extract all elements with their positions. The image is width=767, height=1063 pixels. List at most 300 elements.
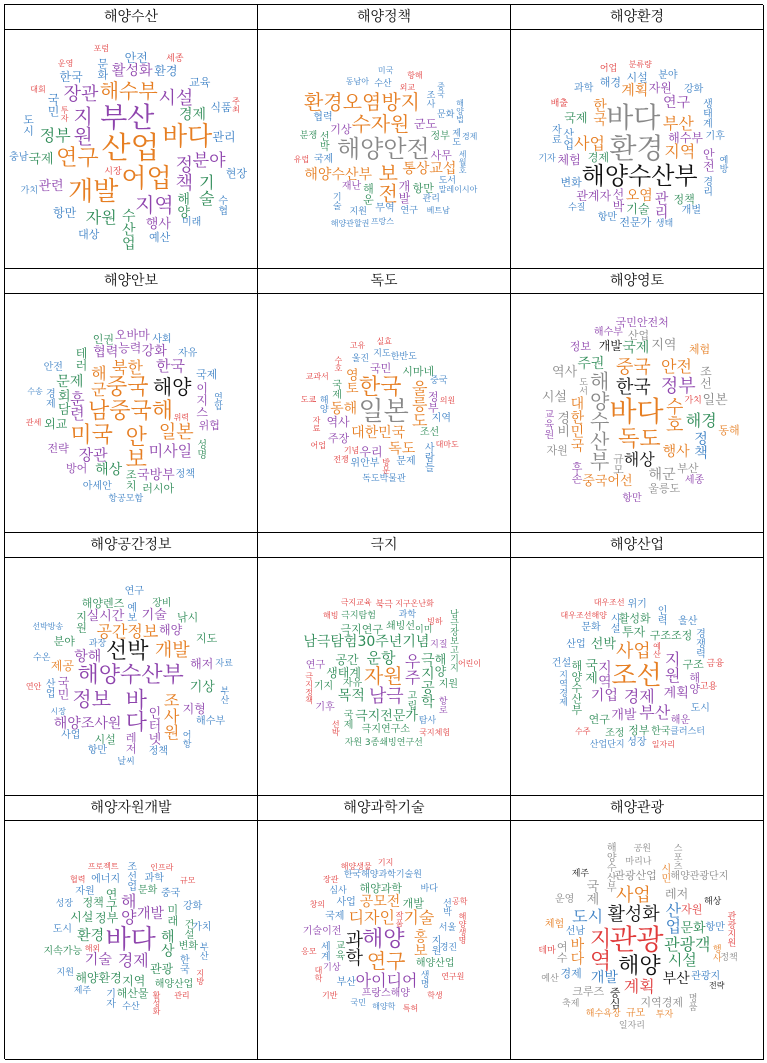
cloud-word: 포럼 (93, 43, 110, 53)
cloud-word: 기술 (196, 174, 216, 207)
cloud-word: 프랑스해양 (361, 987, 410, 999)
cloud-word: 과학 (342, 929, 364, 966)
cloud-word: 국민 (369, 361, 392, 375)
cloud-word: 통상교섭 (402, 161, 457, 178)
cloud-word: 지속가능 (43, 945, 83, 957)
cloud-word: 해양환경 (75, 971, 122, 986)
cloud-word: 관련 (38, 179, 64, 195)
cloud-word: 낚시 (176, 611, 199, 625)
cloud-word: 레저 (124, 732, 138, 755)
cloud-word: 개발 (598, 339, 622, 354)
cloud-word: 전문가 (619, 215, 652, 229)
cloud-word: 항로 (436, 695, 447, 714)
cloud-word: 남중국해 (88, 399, 174, 425)
word-cloud (258, 558, 510, 796)
cloud-word: 지역 (431, 413, 451, 425)
cloud-word: 선박 (441, 897, 452, 916)
cloud-word: 수협 (215, 194, 227, 215)
cloud-word: 어항 (180, 729, 191, 748)
cloud-word: 자원 (681, 902, 703, 916)
cloud-word: 안보 (121, 424, 147, 469)
cloud-word: 극지교육 (340, 598, 372, 608)
cloud-word: 해수부 (196, 716, 226, 728)
cloud-word: 실시간 (86, 608, 125, 624)
cloud-word: 대회 (30, 84, 46, 94)
cloud-word: 성명 (194, 439, 206, 460)
cloud-word: 기업 (590, 688, 618, 705)
cloud-word: 연구 (663, 94, 691, 111)
cloud-word: 해양 (687, 672, 701, 695)
cloud-word: 해상 (703, 896, 722, 907)
cloud-word: 바다 (161, 122, 213, 153)
cloud-word: 외교 (399, 82, 416, 92)
cloud-word: 경제 (461, 131, 478, 141)
wordcloud-grid (4, 4, 763, 1059)
cloud-word: 시장 (104, 166, 122, 177)
cloud-word: 안전 (124, 51, 148, 66)
cloud-word: 개발 (590, 970, 618, 987)
cloud-word: 선박 (317, 130, 329, 151)
cloud-word: 대우조선 (593, 598, 625, 608)
cloud-word: 세월호 (458, 149, 468, 174)
cloud-word: 경제 (623, 687, 655, 707)
cloud-word: 정부 (628, 723, 650, 737)
cloud-word: 중국 (430, 376, 448, 387)
cloud-word: 조선 (698, 364, 713, 389)
cloud-word: 지역경제 (557, 669, 568, 706)
cloud-word: 현장 (225, 166, 247, 180)
cloud-word: 극지전문가 (355, 709, 418, 725)
cloud-word: 국방부 (137, 467, 175, 483)
cloud-word: 해양학 (372, 1002, 396, 1012)
cloud-word: 산업 (662, 901, 682, 934)
cloud-word: 어업 (599, 63, 618, 74)
cloud-word: 한국 (590, 97, 607, 126)
cloud-word: 협력 (93, 345, 119, 361)
cloud-word: 제도 (450, 127, 461, 146)
cloud-word: 테러 (74, 346, 89, 371)
cloud-word: 울진 (351, 353, 370, 364)
cloud-word: 역사 (552, 365, 578, 381)
cloud-word: 수질 (568, 203, 586, 214)
cloud-word: 성장 (627, 737, 647, 749)
cloud-word: 독도박물관 (362, 474, 406, 485)
cloud-word: 지도 (373, 349, 391, 360)
cloud-word: 환경 (154, 63, 178, 78)
cloud-word: 정보 (569, 340, 591, 354)
cloud-word: 안전 (701, 147, 716, 172)
cloud-word: 부산 (100, 100, 155, 134)
cloud-word: 산업 (561, 127, 575, 150)
cloud-word: 해양 (317, 395, 328, 414)
cloud-word: 해운 (670, 715, 691, 727)
cloud-word: 대마도 (435, 440, 459, 450)
cloud-word: 수산 (374, 78, 392, 89)
cloud-word: 국제 (583, 878, 599, 905)
cloud-word: 정부 (430, 131, 450, 143)
cloud-word: 개발 (154, 640, 190, 662)
cloud-word: 가치 (684, 395, 702, 406)
cloud-word: 국민 (46, 92, 61, 117)
cloud-word: 해외 (84, 943, 101, 953)
cloud-word: 군도 (413, 116, 438, 131)
cloud-word: 정책 (172, 155, 194, 192)
cloud-word: 기술 (84, 952, 112, 968)
cloud-word: 개발 (136, 905, 165, 922)
cloud-word: 환경오염방지 (304, 89, 420, 114)
cloud-word: 정책 (175, 468, 195, 480)
cloud-word: 해수부 (593, 326, 623, 338)
cloud-word: 주장 (327, 432, 350, 446)
cloud-word: 정부 (426, 390, 440, 413)
cloud-word: 응모 (301, 946, 317, 956)
cloud-word: 정부 (95, 911, 119, 926)
cloud-word: 동해 (330, 400, 358, 417)
cloud-word: 시설 (94, 733, 116, 747)
wordcloud-panel (511, 533, 764, 797)
cloud-word: 국지체험 (419, 727, 451, 737)
cloud-word: 정부 (39, 126, 71, 146)
cloud-word: 분류량 (628, 59, 652, 69)
cloud-word: 시마네 (402, 364, 435, 378)
cloud-word: 전략 (709, 981, 725, 991)
cloud-word: 자유 (342, 677, 363, 689)
cloud-word: 해경 (599, 75, 622, 89)
cloud-word: 성장 (55, 899, 73, 910)
cloud-word: 외교 (44, 417, 68, 432)
cloud-word: 협력 (70, 875, 86, 885)
cloud-word: 계획 (621, 83, 649, 100)
cloud-word: 인력 (655, 605, 667, 626)
cloud-word: 해양 (362, 926, 405, 952)
cloud-word: 북극 (375, 599, 393, 610)
cloud-word: 지역 (122, 973, 146, 988)
cloud-word: 시설 (541, 390, 567, 406)
cloud-word: 기지 (313, 681, 334, 693)
cloud-word: 관리 (652, 190, 669, 219)
cloud-word: 아이디어 (355, 970, 418, 990)
cloud-word: 구조조정 (649, 628, 693, 642)
cloud-word: 극지연구소 (361, 724, 410, 736)
cloud-word: 지방 (195, 968, 205, 985)
cloud-word: 안전 (43, 362, 63, 374)
cloud-word: 후손 (570, 461, 584, 484)
cloud-word: 변화 (178, 940, 198, 952)
cloud-word: 일자리 (651, 740, 675, 750)
cloud-word: 전쟁 (333, 455, 349, 464)
cloud-word: 금융 (706, 658, 724, 669)
cloud-word: 극지연구 (340, 622, 384, 636)
cloud-word: 사업 (573, 133, 605, 153)
cloud-word: 해양관광단지 (670, 871, 729, 883)
wordcloud-panel (258, 269, 511, 533)
cloud-word: 미래 (181, 217, 202, 229)
cloud-word: 해운 (361, 183, 375, 206)
cloud-word: 충남 (9, 151, 29, 163)
cloud-word: 국민 (56, 675, 71, 700)
cloud-word: 기술 (141, 607, 167, 623)
cloud-word: 해상 (158, 928, 175, 957)
cloud-word: 건설 (551, 657, 572, 669)
panel-title: 해양관광 (511, 796, 763, 821)
cloud-word: 수자원 (351, 112, 410, 137)
panel-title: 극지 (258, 533, 510, 558)
cloud-word: 시설 (608, 612, 620, 633)
cloud-word: 해양조사원 (53, 715, 122, 732)
cloud-word: 기술이전 (302, 925, 342, 937)
cloud-word: 대상 (78, 228, 100, 242)
cloud-word: 강화 (183, 900, 203, 912)
cloud-word: 무역 (375, 203, 395, 215)
cloud-word: 문화 (581, 622, 601, 634)
cloud-word: 사업 (61, 730, 81, 742)
cloud-word: 항공모함 (108, 493, 144, 504)
cloud-word: 남극 (368, 686, 404, 708)
cloud-word: 해양수산부 (581, 162, 698, 191)
cloud-word: 개발 (611, 708, 637, 724)
cloud-word: 지원 (74, 611, 88, 634)
cloud-word: 테마 (538, 945, 556, 956)
cloud-word: 여수 (555, 940, 569, 963)
cloud-word: 오염 (625, 187, 653, 204)
cloud-word: 울산 (678, 615, 698, 627)
cloud-word: 지원 (69, 105, 94, 146)
cloud-word: 시설 (626, 71, 648, 85)
cloud-word: 운항 (366, 648, 396, 667)
cloud-word: 세종 (684, 474, 705, 486)
cloud-word: 가치 (20, 186, 39, 197)
cloud-word: 항만 (412, 181, 434, 195)
cloud-word: 분쟁 (299, 130, 318, 141)
panel-title: 해양과학기술 (258, 796, 510, 821)
cloud-word: 해양산업 (154, 978, 194, 990)
cloud-word: 마리나 (625, 857, 652, 868)
cloud-word: 세계 (318, 941, 330, 962)
cloud-word: 환경 (609, 131, 664, 165)
cloud-word: 자료 (312, 416, 322, 432)
cloud-word: 투자 (655, 1010, 674, 1021)
cloud-word: 남극탐험30주년기념 (303, 634, 430, 651)
cloud-word: 계획 (623, 977, 655, 997)
cloud-word: 미국 (70, 422, 113, 448)
cloud-word: 한국 (177, 954, 189, 975)
cloud-word: 체험 (557, 153, 581, 168)
cloud-word: 바다 (568, 937, 585, 966)
cloud-word: 중심 (608, 986, 622, 1009)
cloud-word: 공간정보 (96, 621, 159, 641)
cloud-word: 기상 (330, 122, 352, 136)
cloud-word: 재난 (341, 181, 362, 193)
cloud-word: 한국 (615, 376, 651, 398)
cloud-word: 경비 (554, 411, 570, 438)
cloud-word: 중국 (105, 374, 149, 400)
cloud-word: 지역 (664, 142, 696, 162)
cloud-word: 훈련 (67, 391, 86, 422)
cloud-word: 개발 (402, 897, 424, 911)
cloud-word: 위안부 (350, 458, 380, 470)
cloud-word: 주권 (577, 356, 605, 373)
cloud-word: 기념 (343, 445, 360, 455)
cloud-word: 정책 (720, 952, 738, 963)
cloud-word: 시민 (658, 863, 670, 884)
cloud-word: 수산 (122, 1001, 140, 1012)
cloud-word: 유럽 (293, 155, 310, 165)
cloud-word: 중국 (615, 357, 651, 379)
cloud-word: 실효 (376, 336, 392, 346)
cloud-word: 연구원 (441, 971, 465, 981)
cloud-word: 생명 (418, 970, 429, 989)
wordcloud-panel (258, 533, 511, 797)
cloud-word: 경리 (700, 175, 712, 196)
cloud-word: 주최 (231, 96, 241, 113)
cloud-word: 과학 (144, 873, 164, 885)
cloud-word: 세종 (166, 54, 184, 65)
cloud-word: 연안 (25, 681, 42, 691)
cloud-word: 배출 (550, 99, 568, 110)
cloud-word: 문제 (396, 456, 416, 468)
cloud-word: 자료 (549, 123, 561, 144)
cloud-word: 정책 (692, 431, 709, 460)
cloud-word: 클러스터 (670, 727, 705, 738)
cloud-word: 고유 (349, 341, 366, 351)
cloud-word: 사회 (152, 334, 172, 346)
cloud-word: 축제 (562, 998, 580, 1009)
cloud-word: 조선 (611, 661, 662, 691)
cloud-word: 운영 (555, 894, 575, 906)
word-cloud (5, 294, 257, 532)
cloud-word: 부산 (336, 976, 356, 988)
cloud-word: 부산 (218, 685, 229, 704)
cloud-word: 연구 (104, 887, 119, 912)
cloud-word: 연구 (56, 146, 99, 172)
cloud-word: 일자리 (618, 1021, 645, 1032)
cloud-word: 과장 (88, 638, 107, 649)
cloud-word: 활성화 (111, 63, 153, 80)
cloud-word: 규모 (611, 453, 625, 476)
wordcloud-panel (5, 796, 258, 1060)
cloud-word: 국제 (325, 910, 345, 922)
cloud-word: 조선 (419, 427, 440, 439)
cloud-word: 활성화 (152, 990, 162, 1015)
cloud-word: 환경 (77, 928, 105, 945)
cloud-word: 규모 (625, 1007, 646, 1019)
cloud-word: 시설 (70, 909, 94, 924)
cloud-word: 홍보 (411, 928, 428, 957)
cloud-word: 국민 (350, 998, 366, 1008)
cloud-word: 한국해양과학기술원 (343, 870, 422, 881)
cloud-word: 고립 (404, 689, 416, 710)
cloud-word: 어업 (310, 441, 326, 451)
cloud-word: 방문 (381, 458, 391, 475)
cloud-word: 자원 (364, 664, 403, 688)
cloud-word: 해양생물 (340, 862, 372, 872)
cloud-word: 안전 (661, 356, 692, 376)
cloud-word: 회담 (54, 389, 70, 416)
cloud-word: 오바마 (114, 328, 150, 343)
cloud-word: 장비 (152, 597, 172, 609)
cloud-word: 교육원 (541, 408, 553, 439)
cloud-word: 행사 (145, 217, 171, 233)
cloud-word: 고용 (699, 681, 718, 692)
cloud-word: 해양 (118, 892, 138, 925)
cloud-word: 시장 (50, 707, 66, 717)
cloud-word: 강화 (683, 84, 704, 96)
cloud-word: 부산 (662, 971, 690, 988)
cloud-word: 베트남 (426, 206, 450, 216)
cloud-word: 극지공학 (418, 651, 435, 708)
cloud-word: 프로젝트 (87, 862, 119, 872)
cloud-word: 제주 (571, 868, 590, 879)
cloud-word: 자원 (648, 80, 672, 95)
panel-title: 해양정책 (258, 5, 510, 30)
cloud-word: 산업 (43, 677, 55, 698)
cloud-word: 조치 (124, 468, 138, 491)
cloud-word: 수산업 (119, 207, 136, 250)
cloud-word: 지역 (595, 659, 612, 688)
cloud-word: 개발 (396, 179, 411, 204)
panel-title: 해양산업 (511, 533, 763, 558)
cloud-word: 지역 (135, 192, 174, 217)
wordcloud-panel (258, 5, 511, 269)
panel-title: 해양자원개발 (5, 796, 257, 821)
cloud-word: 울릉도 (648, 481, 681, 495)
cloud-word: 해양안전 (337, 134, 430, 163)
cloud-word: 동해 (718, 424, 740, 438)
panel-title: 해양수산 (5, 5, 257, 30)
wordcloud-panel (5, 533, 258, 797)
cloud-word: 기술 (403, 907, 435, 927)
cloud-word: 국민안전처 (615, 315, 669, 329)
cloud-word: 지역 (651, 338, 677, 354)
cloud-word: 관광산업 (614, 869, 657, 883)
cloud-word: 바다 (121, 688, 147, 733)
cloud-word: 체험 (688, 343, 711, 357)
cloud-word: 장관 (78, 445, 108, 464)
cloud-word: 대한민국 (568, 395, 585, 452)
cloud-word: 사업 (336, 896, 356, 908)
cloud-word: 아세안 (82, 481, 112, 493)
cloud-word: 산업 (101, 130, 160, 166)
cloud-word: 선박 (610, 188, 625, 213)
cloud-word: 탐사 (418, 715, 437, 726)
cloud-word: 대한민국 (351, 425, 406, 442)
cloud-word: 중국어선 (582, 474, 633, 490)
cloud-word: 관리 (174, 991, 190, 1001)
cloud-word: 해양 (159, 623, 183, 638)
cloud-word: 수호 (333, 356, 343, 373)
cloud-word: 해수욕장 (585, 1009, 621, 1020)
cloud-word: 일본 (702, 392, 728, 408)
cloud-word: 심사 (329, 886, 347, 897)
word-cloud (258, 294, 510, 532)
cloud-word: 체험 (544, 919, 565, 931)
cloud-word: 국제 (195, 368, 218, 382)
cloud-word: 미사일 (148, 442, 193, 461)
cloud-word: 위력 (173, 412, 190, 422)
cloud-word: 도시 (690, 702, 710, 714)
cloud-word: 행사 (710, 944, 721, 963)
cloud-word: 해상 (95, 462, 123, 479)
cloud-word: 조선업 (124, 860, 136, 891)
cloud-word: 북한 (111, 358, 143, 378)
cloud-word: 가치 (192, 921, 212, 933)
cloud-word: 바다 (105, 924, 156, 955)
cloud-word: 바다 (606, 100, 661, 134)
cloud-word: 해양산업 (415, 958, 455, 970)
cloud-word: 우리 (359, 444, 383, 459)
cloud-word: 과학 (398, 609, 417, 620)
cloud-word: 사람들 (422, 442, 434, 473)
